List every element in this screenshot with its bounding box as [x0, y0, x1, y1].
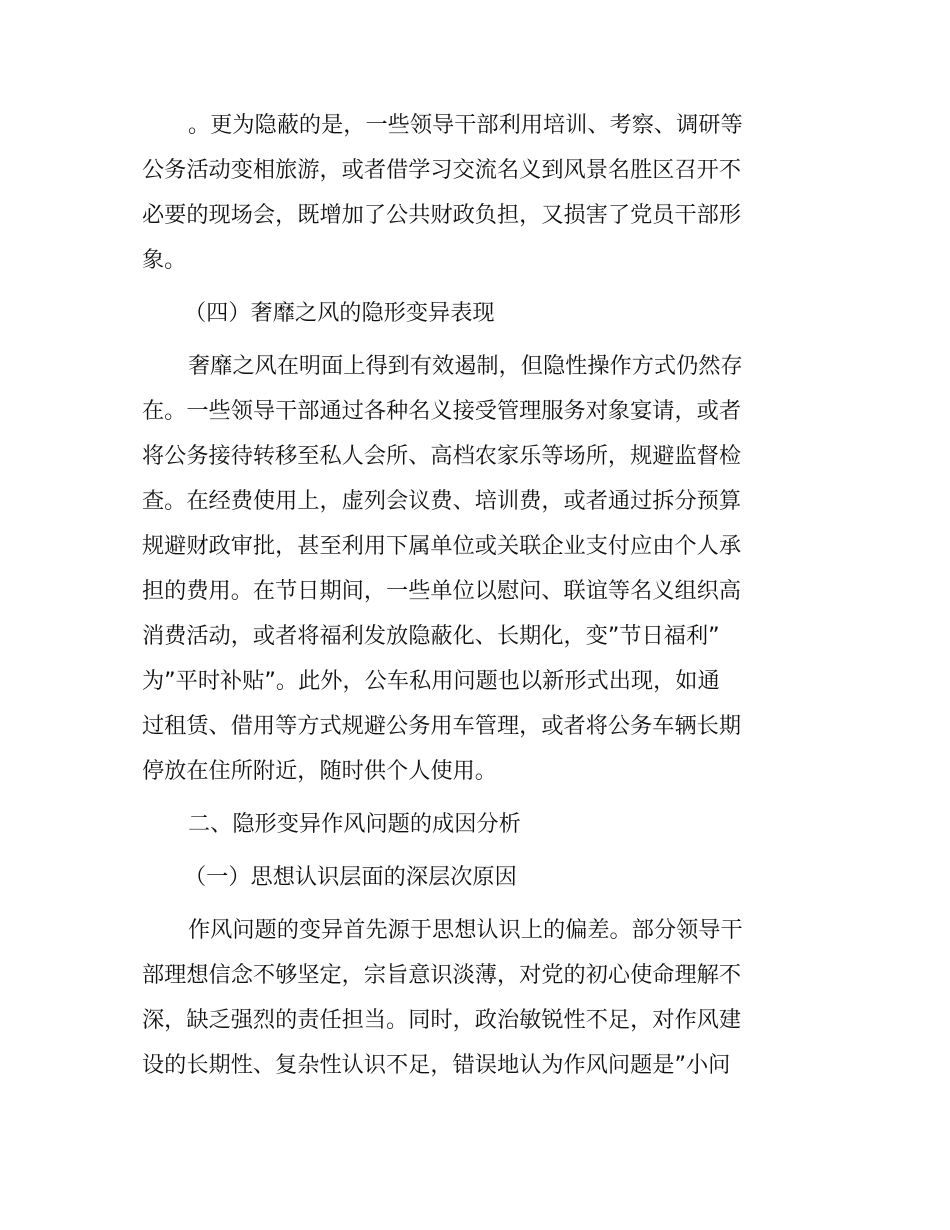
- text-line: 奢靡之风在明面上得到有效遏制，但隐性操作方式仍然存: [188, 353, 743, 379]
- document-page: [142, 103, 812, 1088]
- text-line: 消费活动，或者将福利发放隐蔽化、长期化，变”节日福利”: [142, 623, 720, 649]
- text-line: 公务活动变相旅游，或者借学习交流名义到风景名胜区召开不: [142, 157, 742, 183]
- paragraph-hidden-tourism: [142, 103, 812, 283]
- text-line: 查。在经费使用上，虚列会议费、培训费，或者通过拆分预算: [142, 488, 742, 514]
- text-line: 为”平时补贴”。此外，公车私用问题也以新形式出现，如通: [142, 668, 720, 694]
- section-heading-extravagance: [142, 291, 812, 336]
- text-line: 作风问题的变异首先源于思想认识上的偏差。部分领导干: [188, 917, 743, 943]
- text-line: 象。: [142, 247, 187, 273]
- text-line: 过租赁、借用等方式规避公务用车管理，或者将公务车辆长期: [142, 713, 742, 739]
- paragraph-ideological-causes: [142, 908, 812, 1088]
- heading-text: 二、隐形变异作风问题的成因分析: [188, 811, 521, 837]
- subsection-heading-ideological: [142, 855, 812, 900]
- text-line: 部理想信念不够坚定，宗旨意识淡薄，对党的初心使命理解不: [142, 962, 742, 988]
- text-line: 将公务接待转移至私人会所、高档农家乐等场所，规避监督检: [142, 443, 742, 469]
- heading-text: （一）思想认识层面的深层次原因: [184, 864, 517, 890]
- text-line: 深，缺乏强烈的责任担当。同时，政治敏锐性不足，对作风建: [142, 1007, 742, 1033]
- text-line: 设的长期性、复杂性认识不足，错误地认为作风问题是”小问: [142, 1052, 731, 1078]
- section-heading-cause-analysis: [142, 802, 812, 847]
- paragraph-extravagance: [142, 344, 812, 794]
- text-line: 必要的现场会，既增加了公共财政负担，又损害了党员干部形: [142, 202, 742, 228]
- text-line: 在。一些领导干部通过各种名义接受管理服务对象宴请，或者: [142, 398, 742, 424]
- text-line: 担的费用。在节日期间，一些单位以慰问、联谊等名义组织高: [142, 578, 742, 604]
- text-line: 。更为隐蔽的是，一些领导干部利用培训、考察、调研等: [188, 112, 743, 138]
- text-line: 停放在住所附近，随时供个人使用。: [142, 758, 497, 784]
- heading-text: （四）奢靡之风的隐形变异表现: [184, 300, 495, 326]
- text-line: 规避财政审批，甚至利用下属单位或关联企业支付应由个人承: [142, 533, 742, 559]
